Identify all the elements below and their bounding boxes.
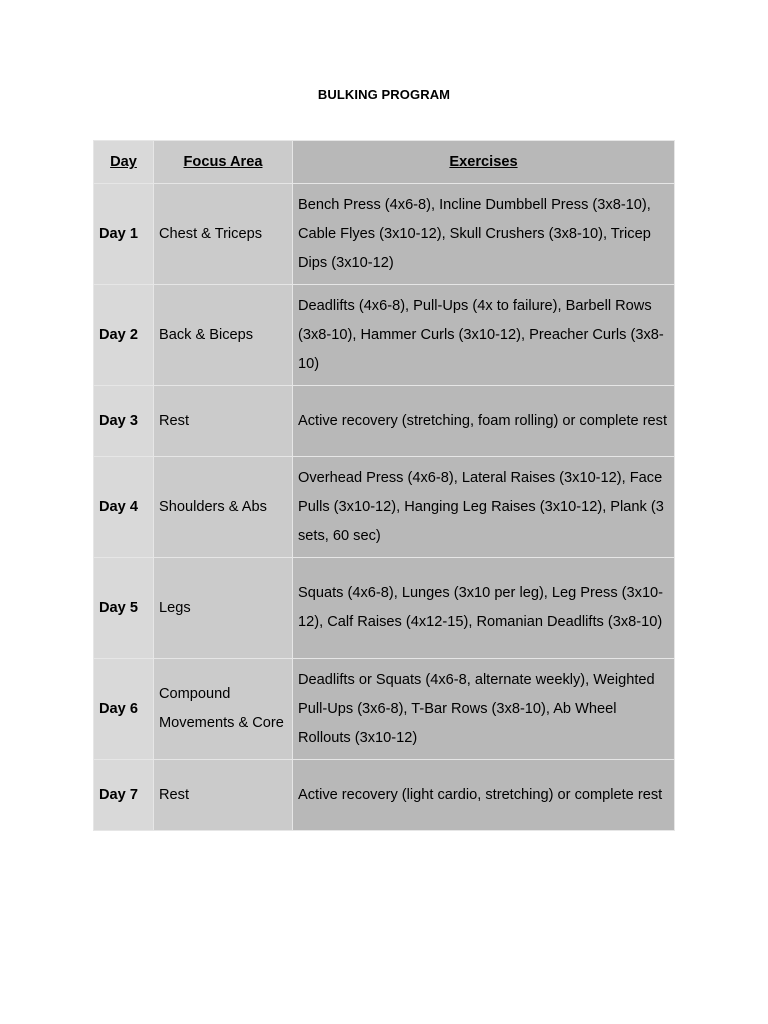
exercises-cell: Deadlifts (4x6-8), Pull-Ups (4x to failure), Barbell Rows (3x8-10), Hammer Curls (3x10-12), Preacher Curls (3x8-10) (293, 285, 675, 386)
table-row (94, 184, 675, 285)
exercises-cell: Overhead Press (4x6-8), Lateral Raises (3x10-12), Face Pulls (3x10-12), Hanging Leg Raises (3x10-12), Plank (3 sets, 60 sec) (293, 457, 675, 558)
exercises-cell: Bench Press (4x6-8), Incline Dumbbell Press (3x8-10), Cable Flyes (3x10-12), Skull Crushers (3x8-10), Tricep Dips (3x10-12) (293, 184, 675, 285)
exercises-cell: Active recovery (light cardio, stretching) or complete rest (293, 760, 675, 831)
day-cell: Day 4 (94, 457, 154, 558)
focus-area-cell: Chest & Triceps (154, 184, 293, 285)
day-cell: Day 2 (94, 285, 154, 386)
table-header-row (94, 141, 675, 184)
header-focus-area: Focus Area (154, 141, 293, 184)
table-row (94, 386, 675, 457)
exercises-cell: Deadlifts or Squats (4x6-8, alternate weekly), Weighted Pull-Ups (3x6-8), T-Bar Rows (3x8-10), Ab Wheel Rollouts (3x10-12) (293, 659, 675, 760)
day-cell: Day 3 (94, 386, 154, 457)
header-exercises: Exercises (293, 141, 675, 184)
focus-area-cell: Shoulders & Abs (154, 457, 293, 558)
focus-area-cell: Rest (154, 760, 293, 831)
exercises-cell: Squats (4x6-8), Lunges (3x10 per leg), Leg Press (3x10-12), Calf Raises (4x12-15), Romanian Deadlifts (3x8-10) (293, 558, 675, 659)
table-row (94, 457, 675, 558)
day-cell: Day 6 (94, 659, 154, 760)
focus-area-cell: Legs (154, 558, 293, 659)
day-cell: Day 1 (94, 184, 154, 285)
focus-area-cell: Rest (154, 386, 293, 457)
table-row (94, 760, 675, 831)
document-title: BULKING PROGRAM (317, 87, 451, 102)
day-cell: Day 5 (94, 558, 154, 659)
focus-area-cell: Compound Movements & Core (154, 659, 293, 760)
day-cell: Day 7 (94, 760, 154, 831)
program-table (93, 140, 675, 831)
table-row (94, 558, 675, 659)
header-day: Day (94, 141, 154, 184)
focus-area-cell: Back & Biceps (154, 285, 293, 386)
table-row (94, 659, 675, 760)
exercises-cell: Active recovery (stretching, foam rolling) or complete rest (293, 386, 675, 457)
table-row (94, 285, 675, 386)
